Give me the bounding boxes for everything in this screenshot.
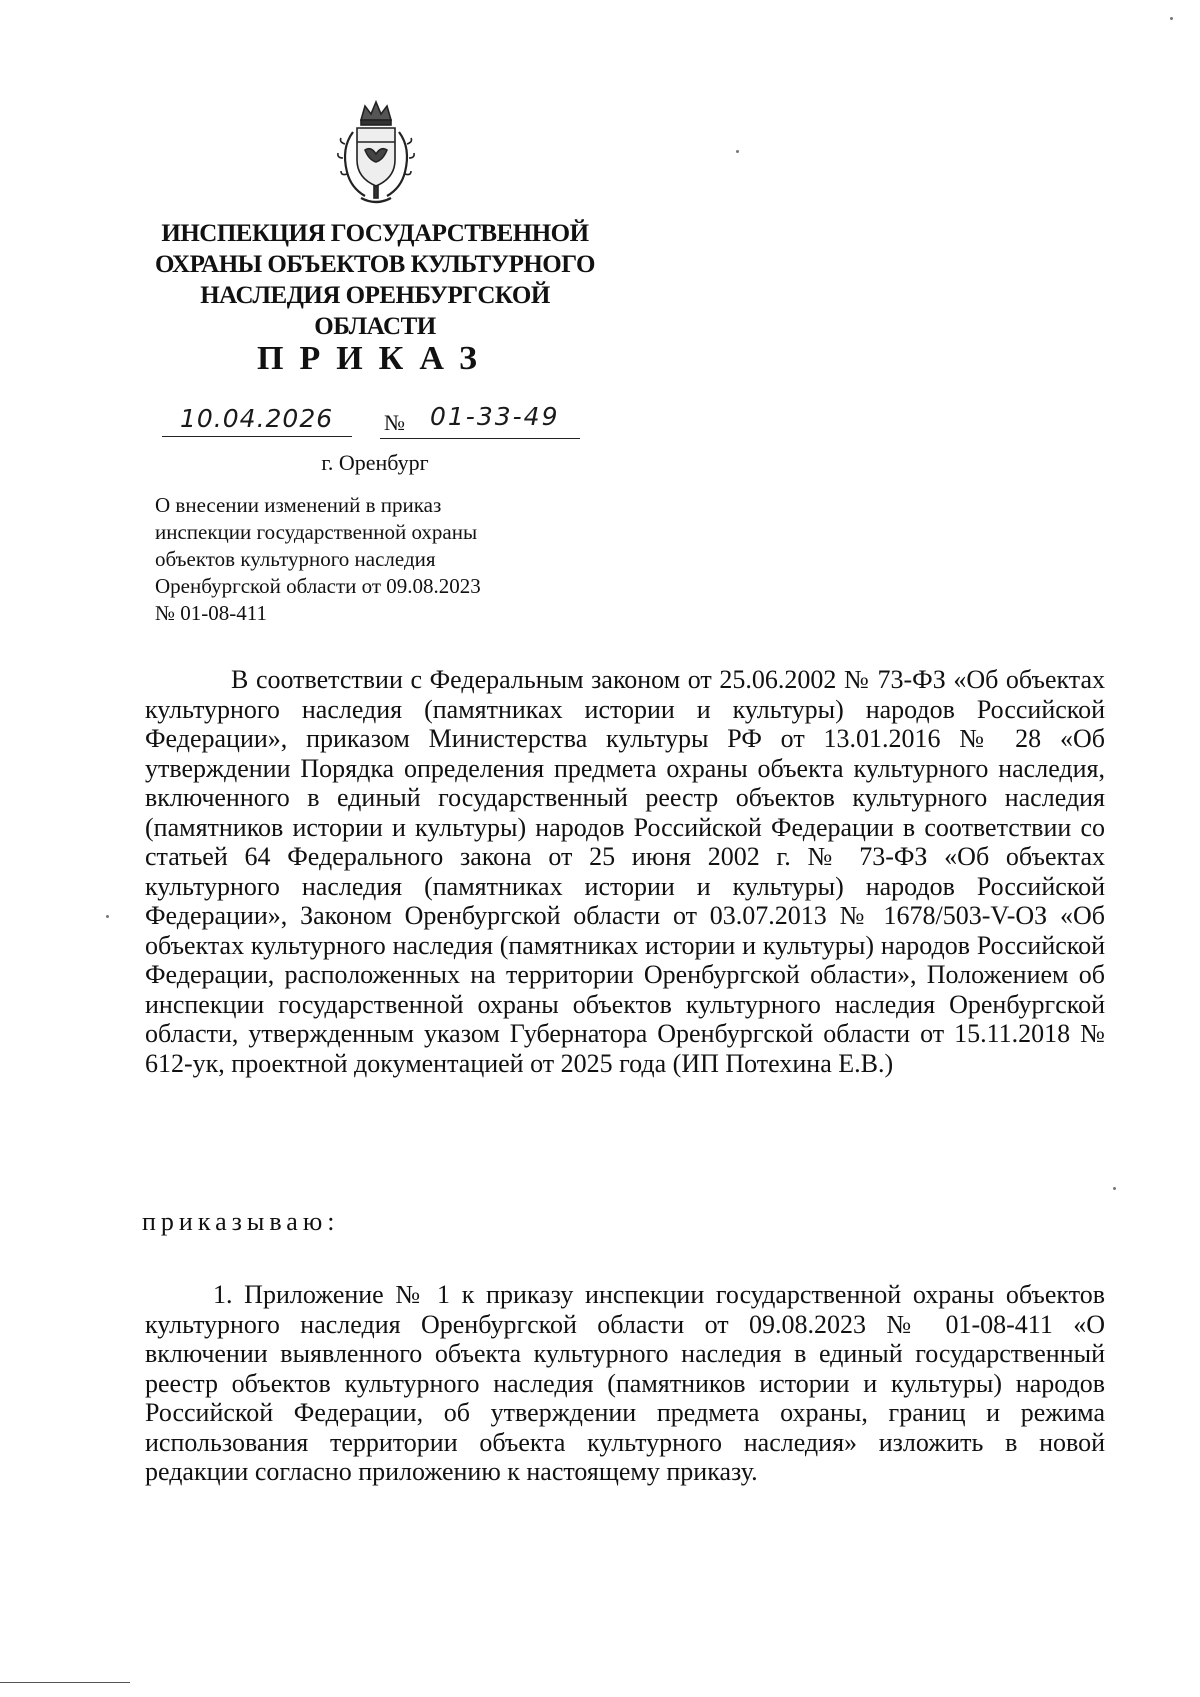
order-item-text: 1. Приложение № 1 к приказу инспекции государственной охраны объектов культурного наследия Оренбургской области от 09.08.2023 № 01-08-411 «О включении выявленного объекта культурного наследия в единый государственный реестр объектов культурного наследия (памятников истории и культуры) народов Российской Федерации, об утверждении предмета охраны, границ и режима использования территории объекта культурного наследия» изложить в новой редакции согласно приложению к настоящему приказу. — [145, 1280, 1105, 1486]
subject-line: объектов культурного наследия — [155, 547, 436, 571]
basis-paragraph — [145, 665, 1105, 1078]
organization-name — [150, 218, 600, 342]
handwritten-number: 01-33-49 — [430, 402, 560, 431]
subject-line: О внесении изменений в приказ — [155, 493, 442, 517]
handwritten-date: 10.04.2026 — [180, 404, 334, 433]
organization-line: НАСЛЕДИЯ ОРЕНБУРГСКОЙ — [200, 282, 550, 309]
organization-line: ОБЛАСТИ — [314, 313, 436, 340]
date-underline — [162, 436, 352, 437]
city: г. Оренбург — [321, 450, 429, 475]
subject-line: Оренбургской области от 09.08.2023 — [155, 574, 481, 598]
subject-line: инспекции государственной охраны — [155, 520, 478, 544]
registration-line — [162, 402, 582, 442]
scan-speck — [736, 150, 739, 153]
order-item — [145, 1280, 1105, 1487]
document-subject — [155, 492, 575, 627]
document-type-title: ПРИКАЗ — [257, 340, 493, 377]
coat-of-arms-icon — [335, 98, 417, 208]
organization-line: ОХРАНЫ ОБЪЕКТОВ КУЛЬТУРНОГО — [155, 251, 595, 278]
scan-speck — [106, 915, 109, 918]
scan-speck — [1113, 1187, 1116, 1190]
subject-line: № 01-08-411 — [155, 601, 267, 625]
order-word: приказываю: — [142, 1207, 340, 1236]
basis-text: В соответствии с Федеральным законом от 25.06.2002 № 73-ФЗ «Об объектах культурного наследия (памятниках истории и культуры) народов Российской Федерации», приказом Министерства культуры РФ от 13.01.2016 № 28 «Об утверждении Порядка определения предмета охраны объекта культурного наследия, включенного в единый государственный реестр объектов культурного наследия (памятников истории и культуры) народов Российской Федерации в соответствии со статьей 64 Федерального закона от 25 июня 2002 г. № 73-ФЗ «Об объектах культурного наследия (памятниках истории и культуры) народов Российской Федерации», Законом Оренбургской области от 03.07.2013 № 1678/503-V-ОЗ «Об объектах культурного наследия (памятниках истории и культуры) народов Российской Федерации, расположенных на территории Оренбургской области», Положением об инспекции государственной охраны объектов культурного наследия Оренбургской области, утвержденным указом Губернатора Оренбургской области от 15.11.2018 № 612-ук, проектной документацией от 2025 года (ИП Потехина Е.В.) — [145, 665, 1105, 1078]
number-label: № — [384, 410, 405, 435]
number-underline — [380, 438, 580, 439]
footer-rule — [0, 1682, 130, 1683]
scan-speck — [1170, 17, 1173, 20]
organization-line: ИНСПЕКЦИЯ ГОСУДАРСТВЕННОЙ — [161, 220, 589, 247]
